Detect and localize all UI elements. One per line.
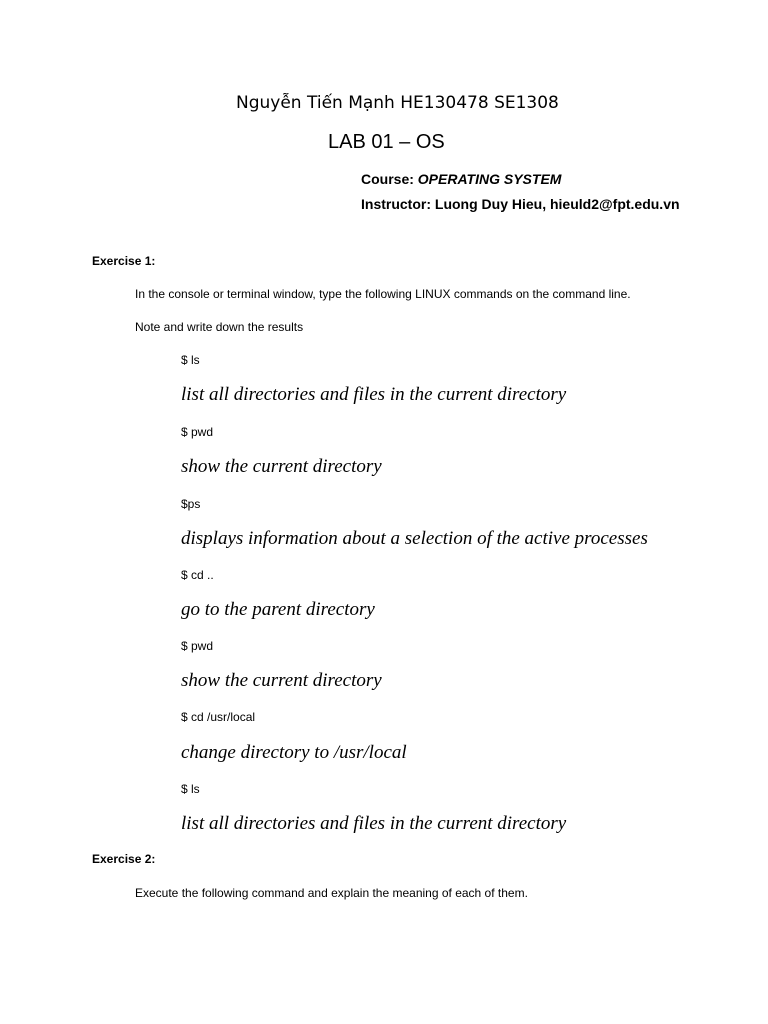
- command-line: $ cd ..: [181, 568, 214, 582]
- exercise-1-heading: Exercise 1:: [92, 254, 156, 268]
- course-line: [361, 171, 561, 187]
- instructor-line: Instructor: Luong Duy Hieu, hieuld2@fpt.edu.vn: [361, 196, 680, 212]
- command-line: $ps: [181, 497, 201, 511]
- answer-line: change directory to /usr/local: [181, 742, 407, 763]
- answer-line: list all directories and files in the current directory: [181, 813, 567, 834]
- exercise-2-heading: Exercise 2:: [92, 852, 156, 866]
- answer-line: displays information about a selection of the active processes: [181, 528, 648, 549]
- answer-line: show the current directory: [181, 456, 382, 477]
- exercise-1-note: Note and write down the results: [135, 320, 304, 334]
- lab-title: LAB 01 – OS: [328, 131, 445, 153]
- answer-line: show the current directory: [181, 670, 382, 691]
- command-line: $ ls: [181, 782, 200, 796]
- exercise-1-intro: In the console or terminal window, type the following LINUX commands on the command line.: [135, 287, 631, 301]
- answer-line: go to the parent directory: [181, 599, 375, 620]
- answer-line: list all directories and files in the current directory: [181, 384, 567, 405]
- author-line: Nguyễn Tiến Mạnh HE130478 SE1308: [236, 93, 559, 113]
- command-line: $ pwd: [181, 639, 214, 653]
- course-value: OPERATING SYSTEM: [417, 171, 562, 187]
- command-line: $ cd /usr/local: [181, 710, 256, 724]
- course-label: Course:: [361, 171, 418, 187]
- command-line: $ pwd: [181, 425, 214, 439]
- exercise-2-intro: Execute the following command and explain the meaning of each of them.: [135, 886, 528, 900]
- command-line: $ ls: [181, 353, 200, 367]
